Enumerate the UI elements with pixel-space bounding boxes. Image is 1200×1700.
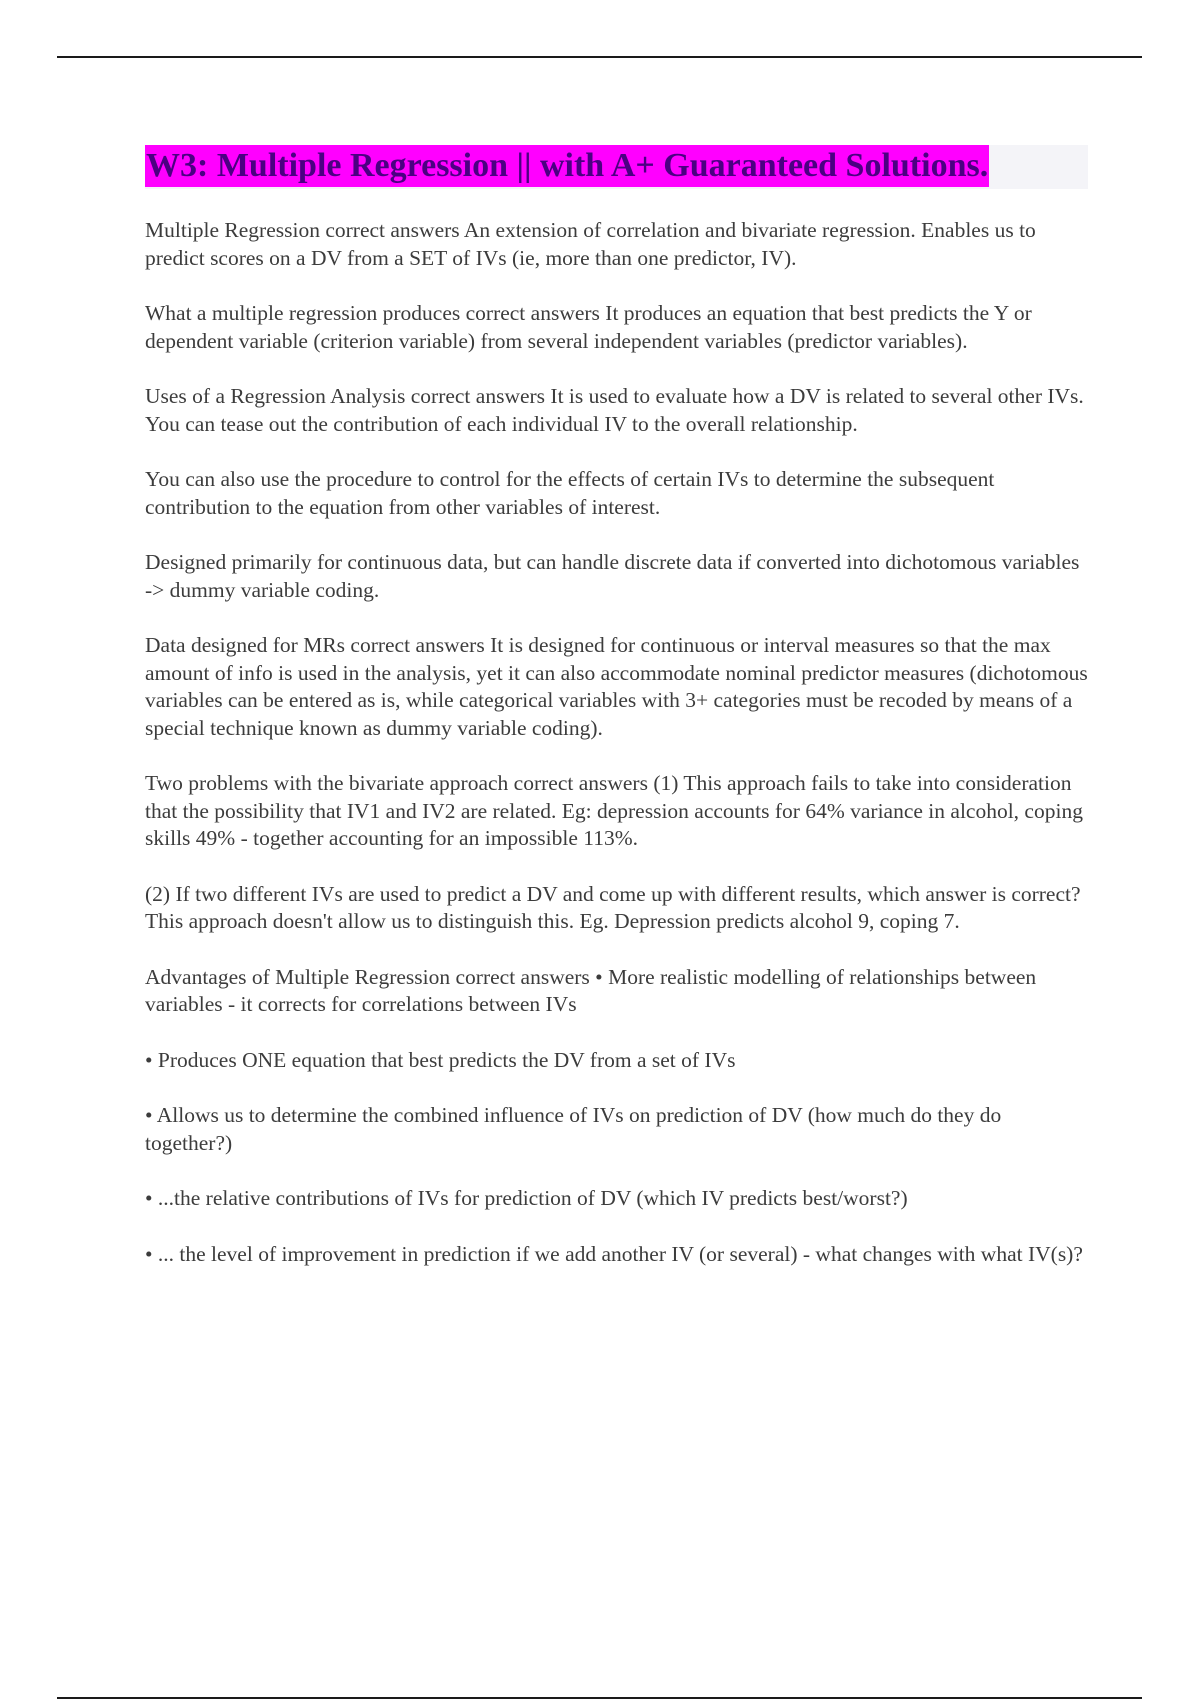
bullet-level-of-improvement: • ... the level of improvement in prediction if we add another IV (or several) - what changes with what IV(s)? bbox=[145, 1241, 1083, 1266]
bullet-relative-contributions: • ...the relative contributions of IVs for prediction of DV (which IV predicts best/worst?) bbox=[145, 1186, 908, 1210]
paragraph-different-results: (2) If two different IVs are used to predict a DV and come up with different results, which answer is correct? This approach doesn't allow us to distinguish this. Eg. Depression predicts alcohol 9, coping 7. bbox=[145, 881, 1081, 933]
bullet-combined-influence: • Allows us to determine the combined influence of IVs on prediction of DV (how much do they do together?) bbox=[145, 1103, 1002, 1155]
paragraph-advantages: Advantages of Multiple Regression correct answers • More realistic modelling of relationships between variables - it corrects for correlations between IVs bbox=[145, 964, 1037, 1016]
title-bar bbox=[145, 145, 1088, 189]
document-title: W3: Multiple Regression || with A+ Guaranteed Solutions. bbox=[145, 145, 989, 187]
paragraph-data-designed: Data designed for MRs correct answers It is designed for continuous or interval measures so that the max amount of info is used in the analysis, yet it can also accommodate nominal predictor measures (dichotomous variables can be entered as is, while categorical variables with 3+ categories must be recoded by means of a special technique known as dummy variable coding). bbox=[145, 633, 1088, 740]
top-rule bbox=[57, 56, 1142, 58]
bottom-rule bbox=[57, 1697, 1142, 1699]
paragraph-two-problems: Two problems with the bivariate approach correct answers (1) This approach fails to take into consideration that the possibility that IV1 and IV2 are related. Eg: depression accounts for 64% variance in alcohol, coping skills 49% - together accounting for an impossible 113%. bbox=[145, 771, 1083, 850]
bullet-one-equation: • Produces ONE equation that best predicts the DV from a set of IVs bbox=[145, 1047, 736, 1072]
paragraph-uses: Uses of a Regression Analysis correct answers It is used to evaluate how a DV is related to several other IVs. You can tease out the contribution of each individual IV to the overall relationship. bbox=[145, 384, 1084, 436]
paragraph-what-it-produces: What a multiple regression produces correct answers It produces an equation that best predicts the Y or dependent variable (criterion variable) from several independent variables (predictor variables). bbox=[145, 301, 1032, 353]
paragraph-control-effects: You can also use the procedure to control for the effects of certain IVs to determine the subsequent contribution to the equation from other variables of interest. bbox=[145, 467, 995, 519]
paragraph-continuous-data: Designed primarily for continuous data, but can handle discrete data if converted into dichotomous variables -> dummy variable coding. bbox=[145, 550, 1080, 602]
paragraph-multiple-regression: Multiple Regression correct answers An extension of correlation and bivariate regression. Enables us to predict scores on a DV from a SET of IVs (ie, more than one predictor, IV). bbox=[145, 218, 1036, 270]
document-body bbox=[145, 145, 1090, 1296]
